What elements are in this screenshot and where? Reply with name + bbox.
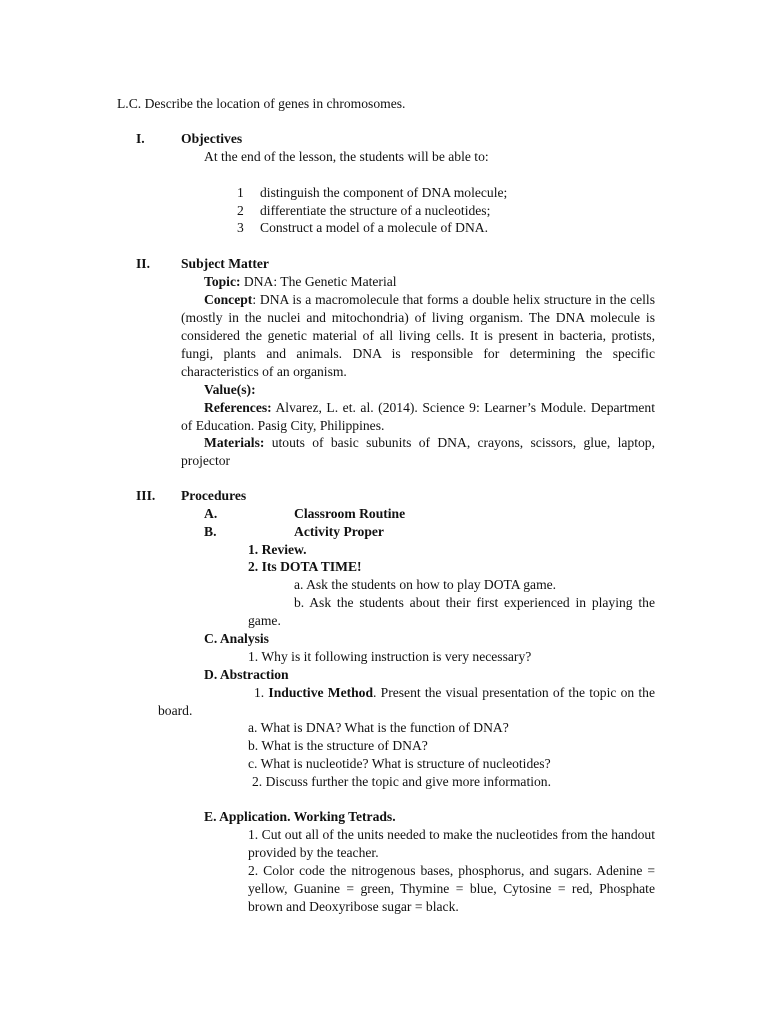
step-b-title: Activity Proper [294, 524, 384, 539]
materials-label: Materials: [204, 435, 265, 450]
objectives-numeral: I. [136, 131, 145, 146]
learning-competency: L.C. Describe the location of genes in chromosomes. [117, 96, 406, 111]
inductive-label: Inductive Method [268, 685, 374, 700]
dota-item: 2. Its DOTA TIME! [248, 559, 362, 574]
abstraction-question: c. What is nucleotide? What is structure of nucleotides? [248, 756, 551, 771]
concept-text: : DNA is a macromolecule that forms a double helix structure in the cells (mostly in the nuclei and mitochondria) of living organism. The DNA molecule is considered the genetic material of all living cells. It is present in bacteria, protists, fungi, plants and animals. DNA is responsible for determining the specific characteristics of an organism. [181, 292, 655, 379]
concept-paragraph [181, 291, 655, 381]
abstraction-question: b. What is the structure of DNA? [248, 738, 428, 753]
subject-matter-heading: Subject Matter [181, 256, 269, 271]
materials-paragraph [181, 434, 655, 470]
application-heading: E. Application. Working Tetrads. [204, 809, 396, 824]
materials-text: utouts of basic subunits of DNA, crayons, scissors, glue, laptop, projector [181, 435, 655, 468]
objective-number: 2 [237, 203, 244, 218]
values-label: Value(s): [204, 382, 256, 397]
objective-item: distinguish the component of DNA molecule; [260, 185, 508, 200]
analysis-question: 1. Why is it following instruction is very necessary? [248, 649, 532, 664]
abstraction-item-2: 2. Discuss further the topic and give more information. [252, 774, 551, 789]
references-text: Alvarez, L. et. al. (2014). Science 9: Learner’s Module. Department of Education. Pasig City, Philippines. [181, 400, 656, 433]
application-item-2: 2. Color code the nitrogenous bases, phosphorus, and sugars. Adenine = yellow, Guanine = green, Thymine = blue, Cytosine = red, Phosphate brown and Deoxyribose sugar = black. [248, 863, 655, 914]
step-a-letter: A. [204, 506, 218, 521]
procedures-heading: Procedures [181, 488, 247, 503]
topic-label: Topic: [204, 274, 241, 289]
inductive-method-paragraph [158, 684, 655, 720]
inductive-text: . Present the visual presentation of the topic on the board. [158, 685, 655, 718]
topic-line [204, 273, 397, 291]
objective-item: Construct a model of a molecule of DNA. [260, 220, 489, 235]
review-item: 1. Review. [248, 542, 307, 557]
objectives-heading: Objectives [181, 131, 243, 146]
inductive-number: 1. [254, 685, 265, 700]
concept-label: Concept [204, 292, 253, 307]
references-paragraph [181, 399, 655, 435]
step-b-letter: B. [204, 524, 217, 539]
subject-matter-numeral: II. [136, 256, 150, 271]
dota-sub-b: b. Ask the students about their first experienced in playing the game. [248, 595, 655, 628]
topic-value: DNA: The Genetic Material [243, 274, 397, 289]
analysis-heading: C. Analysis [204, 631, 269, 646]
step-a-title: Classroom Routine [294, 506, 406, 521]
application-item-1: 1. Cut out all of the units needed to make the nucleotides from the handout provided by the teacher. [248, 827, 655, 860]
dota-sub-a: a. Ask the students on how to play DOTA game. [294, 577, 557, 592]
objectives-intro: At the end of the lesson, the students will be able to: [204, 149, 489, 164]
objective-number: 3 [237, 220, 244, 235]
objective-item: differentiate the structure of a nucleotides; [260, 203, 491, 218]
references-label: References: [204, 400, 272, 415]
objective-number: 1 [237, 185, 244, 200]
abstraction-question: a. What is DNA? What is the function of DNA? [248, 720, 509, 735]
procedures-numeral: III. [136, 488, 156, 503]
abstraction-heading: D. Abstraction [204, 667, 289, 682]
